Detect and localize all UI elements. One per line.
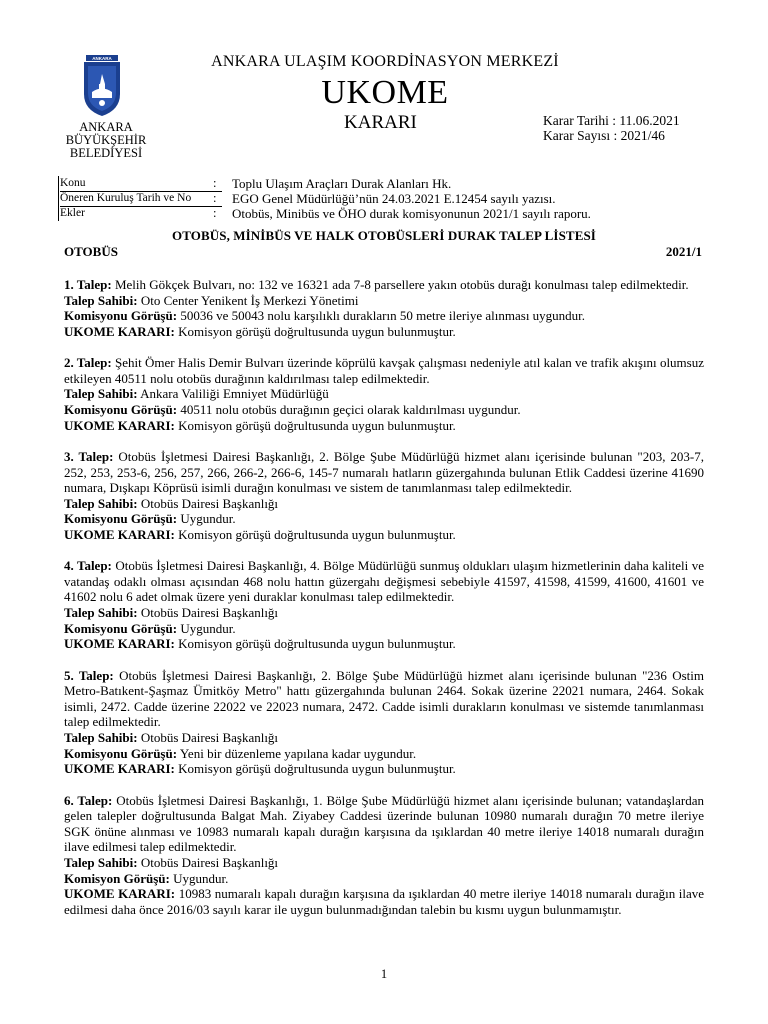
municipality-name: ANKARA BÜYÜKŞEHİR BELEDİYESİ [65, 120, 147, 160]
page-number: 1 [380, 967, 388, 981]
commission-opinion: 40511 nolu otobüs durağının geçici olarak kaldırılması uygundur. [180, 401, 521, 417]
decision-meta [543, 113, 680, 143]
meta-bracket [58, 176, 59, 221]
request-list [64, 277, 704, 933]
request-label: 2. Talep: [64, 355, 112, 371]
request-text: Otobüs İşletmesi Dairesi Başkanlığı, 1. Bölge Şube Müdürlüğü hizmet alanı içerisinde bulunan; vatandaşlardan gelen talepler doğrultusunda Balgat Mah. Ziyabey Caddesi üzerinde bulunan 10980 numaralı durağın 70 metre ileriye SGK önüne alınması ve 10983 numaralı kapalı durağın karşısına da ışıklardan 40 metre ileriye 14018 numaralı durağın ilave edilmesi talep edilmektedir. [64, 792, 705, 855]
ukome-decision: Komisyon görüşü doğrultusunda uygun bulunmuştur. [178, 526, 456, 542]
meta-divider [60, 206, 222, 207]
request-text: Şehit Ömer Halis Demir Bulvarı üzerinde köprülü kavşak çalışması nedeniyle atıl kalan ve trafik akışını olumsuz etkileyen 40511 nolu otobüs durağının kaldırılması talep edilmektedir. [64, 355, 704, 386]
request-owner: Otobüs Dairesi Başkanlığı [140, 495, 279, 511]
section-number: 2021/1 [665, 244, 702, 259]
request-text: Otobüs İşletmesi Dairesi Başkanlığı, 2. Bölge Şube Müdürlüğü hizmet alanı içerisinde bulunan "236 Ostim Metro-Batıkent-Şaşmaz Ümitköy Metro" hattı güzergahında bulunan 2464. Sokak üzerine 22021 numara, 2464. Sokak isimli, 2472. Cadde üzerine 22022 ve 22023 numara, 2472. Cadde isimli durakların konulması ve sistemde tanımlanması talep edilmektedir. [64, 667, 705, 730]
request-item: 2. Talep: Şehit Ömer Halis Demir Bulvarı üzerinde köprülü kavşak çalışması nedeniyle atıl kalan ve trafik akışını olumsuz etkileyen 40511 nolu otobüs durağının kaldırılması talep edilmektedir. Talep Sahibi: Ankara Valiliği Emniyet Müdürlüğü Komisyonu Görüşü: 40511 nolu otobüs durağının geçici olarak kaldırılması uygundur. UKOME KARARI: Komisyon görüşü doğrultusunda uygun bulunmuştur. [64, 355, 704, 433]
meta-row-attachments: Ekler : Otobüs, Minibüs ve ÖHO durak komisyonunun 2021/1 sayılı raporu. [60, 206, 591, 221]
commission-opinion: 50036 ve 50043 nolu karşılıklı durakların 50 metre ileriye alınması uygundur. [180, 308, 586, 324]
logo-text: ANKARA [92, 56, 112, 61]
ukome-decision: Komisyon görüşü doğrultusunda uygun bulunmuştur. [178, 417, 456, 433]
ukome-decision: 10983 numaralı kapalı durağın karşısına da ışıklardan 40 metre ileriye 14018 numaralı durağın ilave edilmesi daha önce 2016/03 sayılı karar ile uygun bulunmadığından talebin bu kısmı uygun bulunmamıştır. [64, 886, 705, 917]
meta-table [60, 176, 700, 221]
meta-row-subject: Konu : Toplu Ulaşım Araçları Durak Alanları Hk. [60, 176, 452, 191]
request-item: 6. Talep: Otobüs İşletmesi Dairesi Başkanlığı, 1. Bölge Şube Müdürlüğü hizmet alanı içerisinde bulunan; vatandaşlardan gelen talepler doğrultusunda Balgat Mah. Ziyabey Caddesi üzerinde bulunan 10980 numaralı durağın 70 metre ileriye SGK önüne alınması ve 10983 numaralı kapalı durağın karşısına da ışıklardan 40 metre ileriye 14018 numaralı durağın ilave edilmesi talep edilmektedir. Talep Sahibi: Otobüs Dairesi Başkanlığı Komisyon Görüşü: Uygundur. UKOME KARARI: 10983 numaralı kapalı durağın karşısına da ışıklardan 40 metre ileriye 14018 numaralı durağın ilave edilmesi daha önce 2016/03 sayılı karar ile uygun bulunmadığından talebin bu kısmı uygun bulunmamıştır. [64, 792, 705, 917]
decision-number: Karar Sayısı : 2021/46 [543, 128, 665, 143]
commission-opinion: Uygundur. [180, 511, 236, 527]
commission-opinion: Uygundur. [173, 870, 229, 886]
request-owner: Otobüs Dairesi Başkanlığı [140, 730, 279, 746]
request-item: 5. Talep: Otobüs İşletmesi Dairesi Başkanlığı, 2. Bölge Şube Müdürlüğü hizmet alanı içerisinde bulunan "236 Ostim Metro-Batıkent-Şaşmaz Ümitköy Metro" hattı güzergahında bulunan 2464. Sokak üzerine 22021 numara, 2464. Sokak isimli, 2472. Cadde üzerine 22022 ve 22023 numara, 2472. Cadde isimli durakların konulması ve sistemde tanımlanması talep edilmektedir. Talep Sahibi: Otobüs Dairesi Başkanlığı Komisyonu Görüşü: Yeni bir düzenleme yapılana kadar uygundur. UKOME KARARI: Komisyon görüşü doğrultusunda uygun bulunmuştur. [64, 667, 705, 777]
request-label: 5. Talep: [64, 667, 114, 683]
request-label: 1. Talep: [64, 277, 112, 292]
list-heading: OTOBÜS, MİNİBÜS VE HALK OTOBÜSLERİ DURAK TALEP LİSTESİ [172, 228, 596, 243]
request-label: 6. Talep: [64, 792, 113, 808]
request-owner: Oto Center Yenikent İş Merkezi Yönetimi [140, 292, 359, 308]
request-label: 3. Talep: [64, 448, 114, 464]
ukome-decision: Komisyon görüşü doğrultusunda uygun bulunmuştur. [178, 636, 456, 652]
meta-row-proposer: Öneren Kuruluş Tarih ve No : EGO Genel Müdürlüğü’nün 24.03.2021 E.12454 sayılı yazısı. [60, 191, 556, 206]
ukome-decision: Komisyon görüşü doğrultusunda uygun bulunmuştur. [178, 761, 456, 777]
decision-date: Karar Tarihi : 11.06.2021 [543, 113, 680, 128]
request-owner: Ankara Valiliği Emniyet Müdürlüğü [140, 386, 329, 402]
request-item: 4. Talep: Otobüs İşletmesi Dairesi Başkanlığı, 4. Bölge Müdürlüğü sunmuş oldukları ulaşım hizmetlerinin daha kaliteli ve vatandaş odaklı olması açısından 468 nolu hattın güzergahı değişmesi sebebiyle 41597, 41598, 41599, 41600, 41601 ve 41602 nolu 6 adet olmak üzere yeni duraklar konulması talep edilmektedir. Talep Sahibi: Otobüs Dairesi Başkanlığı Komisyonu Görüşü: Uygundur. UKOME KARARI: Komisyon görüşü doğrultusunda uygun bulunmuştur. [64, 558, 705, 652]
section-label: OTOBÜS [64, 244, 118, 259]
ukome-decision: Komisyon görüşü doğrultusunda uygun bulunmuştur. [178, 323, 456, 339]
request-item: 1. Talep: Melih Gökçek Bulvarı, no: 132 ve 16321 ada 7-8 parsellere yakın otobüs durağı konulması talep edilmektedir. Talep Sahibi: Oto Center Yenikent İş Merkezi Yönetimi Komisyonu Görüşü: 50036 ve 50043 nolu karşılıklı durakların 50 metre ileriye alınması uygundur. UKOME KARARI: Komisyon görüşü doğrultusunda uygun bulunmuştur. [64, 277, 689, 339]
request-text: Melih Gökçek Bulvarı, no: 132 ve 16321 ada 7-8 parsellere yakın otobüs durağı konulması talep edilmektedir. [114, 277, 689, 292]
meta-divider [60, 191, 222, 192]
document-title: UKOME [321, 74, 449, 111]
document-subtitle: KARARI [344, 112, 417, 133]
ankara-logo-icon [82, 52, 122, 118]
center-name: ANKARA ULAŞIM KOORDİNASYON MERKEZİ [211, 53, 559, 70]
request-owner: Otobüs Dairesi Başkanlığı [140, 605, 279, 621]
commission-opinion: Yeni bir düzenleme yapılana kadar uygundur. [179, 745, 417, 761]
request-text: Otobüs İşletmesi Dairesi Başkanlığı, 2. Bölge Şube Müdürlüğü hizmet alanı içerisinde bulunan "203, 203-7, 252, 253, 253-6, 256, 257, 266, 266-2, 266-6, 145-7 numaralı hatların güzergahında bulunan Etlik Caddesi üzerine 41690 numara, Dışkapı Köprüsü isimli durağın konulması ve sistem de tanımlanması talep edilmektedir. [64, 448, 705, 496]
request-label: 4. Talep: [64, 558, 112, 574]
request-owner: Otobüs Dairesi Başkanlığı [140, 854, 279, 870]
request-item: 3. Talep: Otobüs İşletmesi Dairesi Başkanlığı, 2. Bölge Şube Müdürlüğü hizmet alanı içerisinde bulunan "203, 203-7, 252, 253, 253-6, 256, 257, 266, 266-2, 266-6, 145-7 numaralı hatların güzergahında bulunan Etlik Caddesi üzerine 41690 numara, Dışkapı Köprüsü isimli durağın konulması ve sistem de tanımlanması talep edilmektedir. Talep Sahibi: Otobüs Dairesi Başkanlığı Komisyonu Görüşü: Uygundur. UKOME KARARI: Komisyon görüşü doğrultusunda uygun bulunmuştur. [64, 448, 705, 542]
request-text: Otobüs İşletmesi Dairesi Başkanlığı, 4. Bölge Müdürlüğü sunmuş oldukları ulaşım hizmetlerinin daha kaliteli ve vatandaş odaklı olması açısından 468 nolu hattın güzergahı değişmesi sebebiyle 41597, 41598, 41599, 41600, 41601 ve 41602 nolu 6 adet olmak üzere yeni duraklar konulması talep edilmektedir. [64, 558, 705, 605]
commission-opinion: Uygundur. [180, 620, 236, 636]
